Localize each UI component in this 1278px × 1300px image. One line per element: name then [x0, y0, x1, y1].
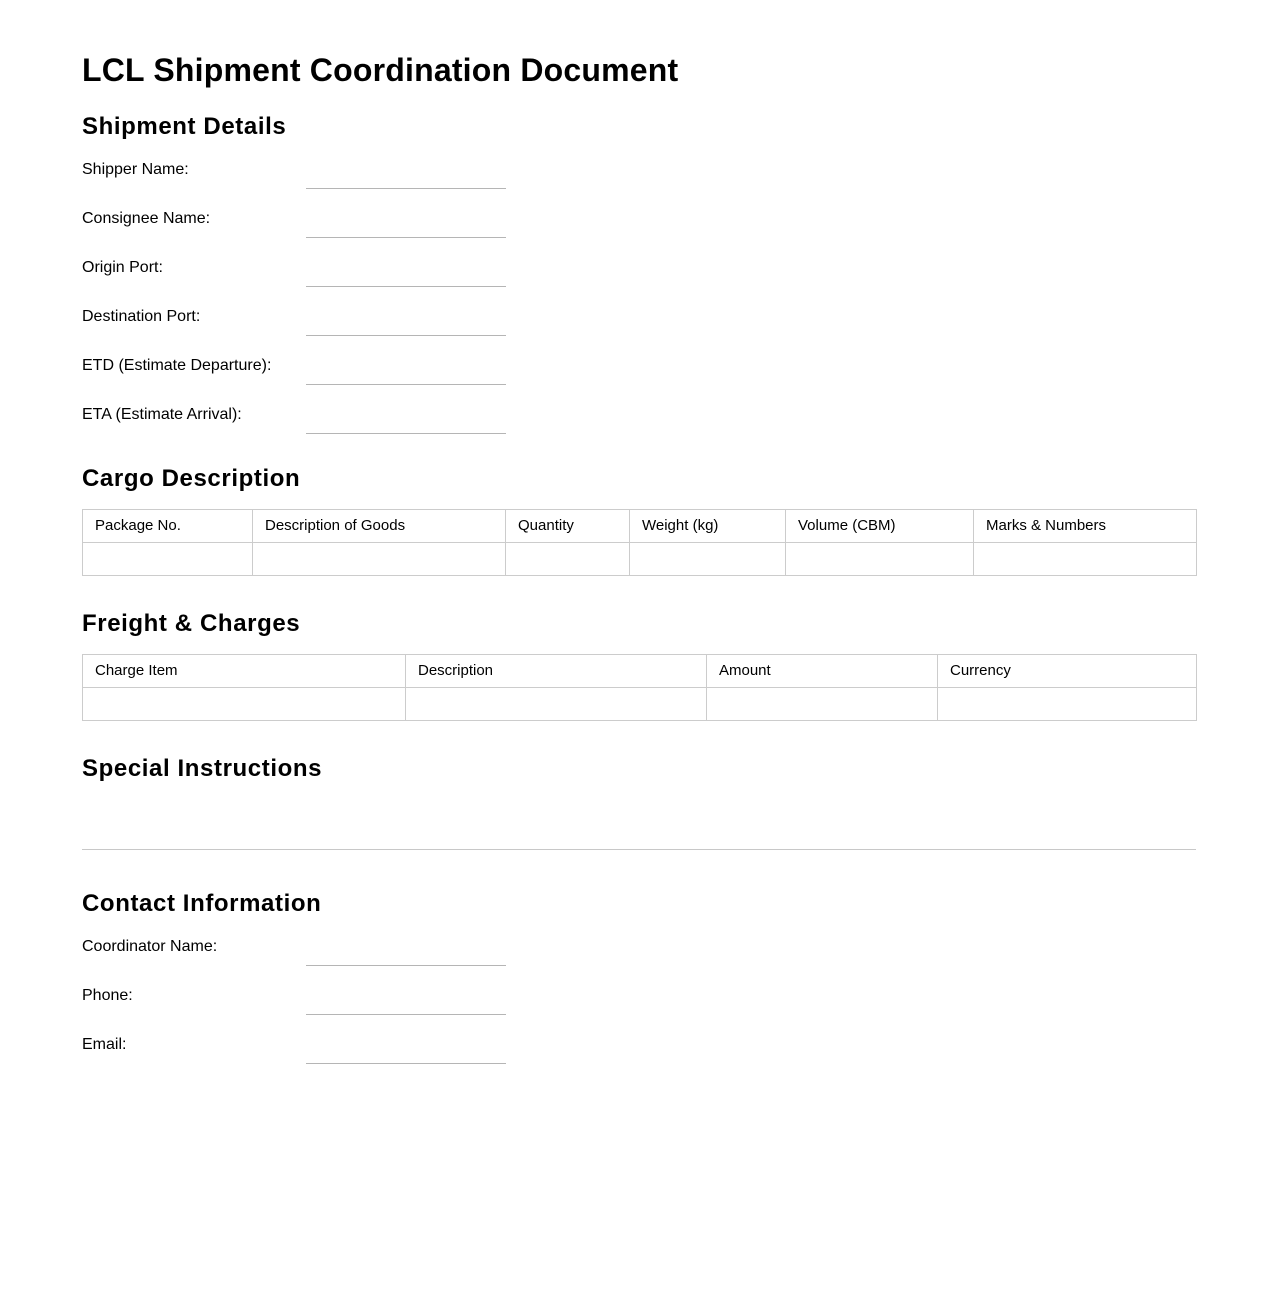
freight-charges-heading: Freight & Charges — [82, 610, 301, 637]
shipper-name-label: Shipper Name: — [82, 161, 189, 178]
table-row — [83, 688, 1197, 721]
freight-col-charge-item: Charge Item — [83, 655, 406, 688]
freight-header-row — [83, 655, 1197, 688]
freight-cell-charge-item[interactable] — [83, 688, 406, 721]
phone-field[interactable] — [306, 994, 506, 1015]
cargo-col-marks: Marks & Numbers — [974, 510, 1197, 543]
origin-port-label: Origin Port: — [82, 259, 163, 276]
document-title: LCL Shipment Coordination Document — [82, 52, 679, 88]
freight-col-amount: Amount — [707, 655, 938, 688]
freight-col-currency: Currency — [938, 655, 1197, 688]
special-instructions-field[interactable] — [82, 798, 1196, 850]
consignee-name-row — [82, 209, 512, 237]
cargo-table — [82, 509, 1197, 576]
cargo-header-row — [83, 510, 1197, 543]
cargo-cell-quantity[interactable] — [506, 543, 630, 576]
special-instructions-heading: Special Instructions — [82, 755, 323, 782]
freight-col-description: Description — [406, 655, 707, 688]
destination-port-row — [82, 307, 512, 335]
cargo-cell-package-no[interactable] — [83, 543, 253, 576]
email-field[interactable] — [306, 1043, 506, 1064]
shipper-name-row — [82, 160, 512, 188]
phone-row — [82, 986, 512, 1014]
contact-information-heading: Contact Information — [82, 890, 322, 917]
eta-row — [82, 405, 512, 433]
coordinator-name-label: Coordinator Name: — [82, 938, 218, 955]
freight-table — [82, 654, 1197, 721]
cargo-col-description: Description of Goods — [253, 510, 506, 543]
coordinator-name-row — [82, 937, 512, 965]
cargo-description-heading: Cargo Description — [82, 465, 301, 492]
cargo-cell-volume[interactable] — [786, 543, 974, 576]
cargo-cell-marks[interactable] — [974, 543, 1197, 576]
coordinator-name-field[interactable] — [306, 945, 506, 966]
cargo-cell-description[interactable] — [253, 543, 506, 576]
cargo-col-quantity: Quantity — [506, 510, 630, 543]
cargo-col-volume: Volume (CBM) — [786, 510, 974, 543]
eta-field[interactable] — [306, 413, 506, 434]
freight-cell-amount[interactable] — [707, 688, 938, 721]
freight-cell-description[interactable] — [406, 688, 707, 721]
cargo-col-package-no: Package No. — [83, 510, 253, 543]
etd-row — [82, 356, 512, 384]
consignee-name-field[interactable] — [306, 217, 506, 238]
email-label: Email: — [82, 1036, 127, 1053]
shipper-name-field[interactable] — [306, 168, 506, 189]
eta-label: ETA (Estimate Arrival): — [82, 406, 242, 423]
consignee-name-label: Consignee Name: — [82, 210, 211, 227]
origin-port-field[interactable] — [306, 266, 506, 287]
email-row — [82, 1035, 512, 1063]
etd-label: ETD (Estimate Departure): — [82, 357, 272, 374]
shipment-details-heading: Shipment Details — [82, 113, 287, 140]
destination-port-field[interactable] — [306, 315, 506, 336]
phone-label: Phone: — [82, 987, 133, 1004]
origin-port-row — [82, 258, 512, 286]
cargo-col-weight: Weight (kg) — [630, 510, 786, 543]
table-row — [83, 543, 1197, 576]
cargo-cell-weight[interactable] — [630, 543, 786, 576]
destination-port-label: Destination Port: — [82, 308, 201, 325]
freight-cell-currency[interactable] — [938, 688, 1197, 721]
etd-field[interactable] — [306, 364, 506, 385]
